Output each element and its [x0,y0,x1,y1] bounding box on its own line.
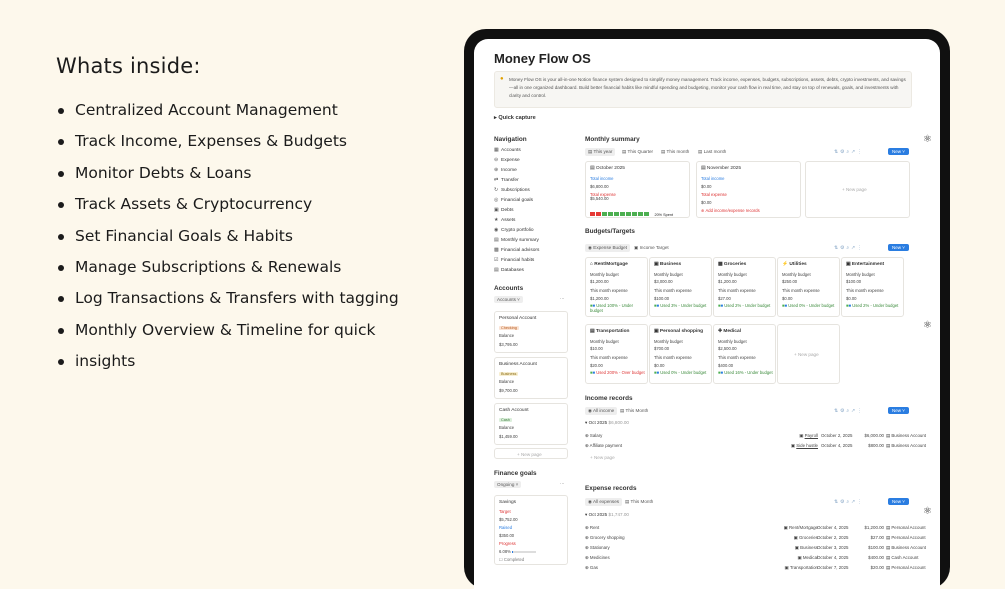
nav-accounts[interactable]: ▦ Accounts [494,148,521,153]
feature-item-continued: insights [56,346,436,377]
callout-text: Money Flow OS is your all-in-one Notion finance system designed to simplify money management. Track income, expenses, budgets, subscriptions, assets, debts, crypto investments, and savings—all in one organized dashboard. Build better financial habits like mindful spending and budgeting, monitor your cash flow in real time, and stay on top of renewals, goals, and investments with clarity and control. [509,77,906,98]
record-category: ▣ Business [794,545,818,550]
accounts-view-tab[interactable]: Accounts ˅ [494,296,523,303]
budget-label: Monthly budget [718,339,747,344]
record-amount: $20.00 [870,565,884,570]
new-budget-card[interactable]: + New page [777,324,840,384]
account-card[interactable] [494,403,568,445]
spent-label: This month expense [718,288,756,293]
budget-status: ■■ Used 2% - Under budget [846,303,899,308]
income-value: $0.00 [701,184,712,189]
goal-card[interactable] [494,495,568,565]
spent-value: $0.00 [846,296,857,301]
expense-group-toggle[interactable]: ▾ Oct 2025 $1,747.00 [585,512,629,517]
spent-value: $1,200.00 [590,296,609,301]
month-card[interactable] [585,161,690,218]
add-records-link[interactable]: ⊕ Add income/expense records [701,208,760,213]
transfer-icon: ⇄ [494,178,499,183]
budget-status: ■■ Used 2% - Under budget [718,303,771,308]
account-card[interactable] [494,357,568,399]
budget-value: $250.00 [782,279,798,284]
tab-this-month[interactable]: ▤ This month [661,149,690,154]
budget-card[interactable] [777,257,840,317]
budget-card[interactable] [841,257,904,317]
balance-label: Balance [499,333,515,338]
target-label: Target [499,509,511,514]
record-date: October 4, 2025 [817,555,849,560]
features-panel [56,54,436,378]
nav-subscriptions[interactable]: ↻ Subscriptions [494,188,530,193]
income-label: Total income [590,176,614,181]
new-expense-button[interactable]: New ˅ [888,498,909,505]
expense-value: $0.00 [701,200,712,205]
budget-status: ■■ Used 0% - Under budget [782,303,835,308]
spent-value: $20.00 [590,363,603,368]
mascot-sticker: ⚛ [923,134,932,145]
record-amount: $6,000.00 [864,433,884,438]
budget-label: Monthly budget [718,272,747,277]
raised-value: $350.00 [499,533,515,538]
nav-assets[interactable]: ★ Assets [494,218,516,223]
minus-circle-icon: ⊖ [494,158,499,163]
briefcase-icon: ▣ [654,262,659,267]
goals-filter-tab[interactable]: Ongoing ˅ [494,481,521,488]
navigation-heading: Navigation [494,136,527,143]
expense-label: Total expense [701,192,727,197]
income-group-toggle[interactable]: ▾ Oct 2025 $6,800.00 [585,420,629,425]
budget-value: $1,200.00 [590,279,609,284]
budget-value: $1,200.00 [718,279,737,284]
database-icon: ▤ [494,268,499,273]
budget-value: $700.00 [654,346,670,351]
features-list [56,95,436,378]
month-name: ▤ October 2025 [590,166,625,171]
target-value: $5,752.00 [499,517,518,522]
accounts-heading: Accounts [494,285,524,292]
record-category: ▣ Payroll [799,433,818,438]
feature-item: Monthly Overview & Timeline for quick [56,315,436,346]
balance-value: $3,795.00 [499,342,518,347]
star-icon: ★ [494,218,499,223]
new-income-button[interactable]: New ˅ [888,407,909,414]
spent-value: $400.00 [718,363,734,368]
budget-card[interactable] [713,324,776,384]
income-value: $6,800.00 [590,184,609,189]
progress-label: Progress [499,541,516,546]
card-icon: ▣ [494,208,499,213]
nav-expense[interactable]: ⊖ Expense [494,158,520,163]
nav-databases[interactable]: ▤ Databases [494,268,524,273]
tab-all-income[interactable]: ◉ All income [585,407,617,415]
spent-label: This month expense [846,288,884,293]
spent-label: This month expense [782,288,820,293]
nav-financial-habits[interactable]: ☑ Financial habits [494,258,535,263]
income-records-heading: Income records [585,395,633,402]
quick-capture-toggle[interactable]: ▸ Quick capture [494,115,536,121]
spent-label: This month expense [654,355,692,360]
account-card[interactable] [494,311,568,353]
nav-crypto-portfolio[interactable]: ◉ Crypto portfolio [494,228,534,233]
record-amount: $1,200.00 [864,525,884,530]
net-value: $5,540.00 [590,196,609,201]
coin-icon: ◉ [494,228,499,233]
record-account: ▤ Business Account [886,545,927,550]
minus-circle-icon: ⊕ [585,525,589,530]
record-account: ▤ Business Account [886,433,927,438]
intro-callout [494,71,912,108]
budget-status: ■■ Used 200% - Over budget [590,370,645,375]
budget-card[interactable] [649,257,712,317]
tab-all-expenses[interactable]: ◉ All expenses [585,498,622,506]
budget-status: ■■ Used 100% - Under budget [590,303,634,313]
record-name: ⊕ Affiliate payment [585,443,623,448]
record-account: ▤ Cash Account [886,555,919,560]
new-account-button[interactable]: + New page [494,448,568,459]
tab-this-quarter[interactable]: ▤ This Quarter [622,149,654,154]
balance-label: Balance [499,379,515,384]
new-summary-button[interactable]: New ˅ [888,148,909,155]
record-name: ⊕ Gas [585,565,598,570]
record-date: October 4, 2025 [821,443,853,448]
budget-value: $2,500.00 [718,346,737,351]
budget-label: Monthly budget [846,272,875,277]
feature-item: Centralized Account Management [56,95,436,126]
record-name: ⊕ Salary [585,433,603,438]
film-icon: ▣ [846,262,851,267]
tab-expense-this-month[interactable]: ▤ This Month [625,499,654,504]
notion-page [474,39,940,589]
tab-last-month[interactable]: ▤ Last month [698,149,727,154]
mascot-sticker: ⚛ [923,506,932,517]
record-date: October 7, 2025 [817,565,849,570]
spent-value: $27.00 [718,296,731,301]
budgets-heading: Budgets/Targets [585,228,635,235]
new-summary-card[interactable]: + New page [805,161,910,218]
minus-circle-icon: ⊕ [585,545,589,550]
plus-circle-icon: ⊕ [585,443,589,448]
completed-checkbox[interactable]: ☐ Completed [499,557,525,562]
tab-income-this-month[interactable]: ▤ This Month [620,408,649,413]
budget-card[interactable] [713,257,776,317]
record-name: ⊕ Stationary [585,545,610,550]
account-name: Cash Account [499,408,529,413]
feature-item: Track Assets & Cryptocurrency [56,189,436,220]
quick-capture-label: Quick capture [498,115,536,121]
nav-transfer[interactable]: ⇄ Transfer [494,178,519,183]
minus-circle-icon: ⊕ [585,565,589,570]
record-date: October 2, 2025 [817,535,849,540]
record-category: ▣ Medical [797,555,818,560]
view-controls[interactable]: ⇅⚙⌕↗⋮ [834,409,864,414]
spent-bar: 20% Spent [590,203,673,221]
tab-income-target[interactable]: ▣ Income Target [634,245,669,250]
budget-name: ▤ Transportation [590,329,630,334]
record-category: ▣ Transportation [784,565,818,570]
medical-icon: ✚ [718,329,723,334]
plus-circle-icon: ⊕ [585,433,589,438]
record-name: ⊕ Medicines [585,555,610,560]
account-type-tag: Business [501,372,517,376]
budget-value: $100.00 [846,279,862,284]
more-icon[interactable]: ··· [560,481,565,486]
feature-item: Set Financial Goals & Habits [56,221,436,252]
monthly-summary-heading: Monthly summary [585,136,640,143]
spent-value: $0.00 [782,296,793,301]
month-card[interactable] [696,161,801,218]
budget-status: ■■ Used 3% - Under budget [654,303,707,308]
bag-icon: ▣ [654,329,659,334]
raised-label: Raised [499,525,513,530]
budget-card[interactable] [649,324,712,384]
budget-name: ▣ Entertainment [846,262,885,267]
record-amount: $400.00 [868,555,884,560]
record-account: ▤ Personal Account [886,535,926,540]
record-category: ▣ Rent/Mortgage [783,525,818,530]
feature-item: Manage Subscriptions & Renewals [56,252,436,283]
view-controls[interactable]: ⇅⚙⌕↗⋮ [834,246,864,251]
record-account: ▤ Business Account [886,443,927,448]
feature-item: Log Transactions & Transfers with tagging [56,283,436,314]
balance-value: $9,700.00 [499,388,518,393]
minus-circle-icon: ⊕ [585,535,589,540]
budget-card[interactable] [585,324,648,384]
balance-label: Balance [499,425,515,430]
more-icon[interactable]: ··· [560,296,565,301]
progress-row: 6.08% [499,549,536,554]
account-type-tag: Checking [501,326,517,330]
spent-value: $0.00 [654,363,665,368]
budget-label: Monthly budget [590,339,619,344]
home-icon: ⌂ [590,262,593,267]
budget-label: Monthly budget [654,272,683,277]
budget-status: ■■ Used 0% - Under budget [654,370,707,375]
nav-financial-advisors[interactable]: ▩ Financial advisors [494,248,540,253]
record-amount: $100.00 [868,545,884,550]
nav-income[interactable]: ⊕ Income [494,168,517,173]
mascot-sticker: ⚛ [923,320,932,331]
feature-item: Monitor Debts & Loans [56,158,436,189]
habit-icon: ☑ [494,258,499,263]
plus-circle-icon: ⊕ [494,168,499,173]
budget-label: Monthly budget [654,339,683,344]
budget-name: ⌂ Rent/Mortgage [590,262,628,267]
spent-label: This month expense [654,288,692,293]
budget-name: ⚡ Utilities [782,262,807,267]
new-budget-button[interactable]: New ˅ [888,244,909,251]
budget-name: ✚ Medical [718,329,741,334]
tab-this-year[interactable]: ▤ This year [585,148,615,156]
record-name: ⊕ Rent [585,525,600,530]
budget-card[interactable] [585,257,648,317]
wallet-icon: ▦ [494,148,499,153]
record-name: ⊕ Grocery shopping [585,535,625,540]
balance-value: $1,459.00 [499,434,518,439]
goal-name: Savings [499,500,517,505]
new-income-row[interactable]: + New page [590,455,615,460]
view-controls[interactable]: ⇅⚙⌕↗⋮ [834,500,864,505]
tablet-frame [464,29,950,589]
record-date: October 3, 2025 [817,545,849,550]
budget-value: $10.00 [590,346,603,351]
goals-heading: Finance goals [494,470,537,477]
budget-name: ▣ Business [654,262,682,267]
calendar-icon: ▤ [494,238,499,243]
account-name: Personal Account [499,316,537,321]
cart-icon: ▩ [718,262,723,267]
view-controls[interactable]: ⇅⚙⌕↗⋮ [834,150,864,155]
record-account: ▤ Personal Account [886,565,926,570]
income-label: Total income [701,176,725,181]
account-type-tag: Cash [501,418,510,422]
chart-icon: ▩ [494,248,499,253]
nav-debts[interactable]: ▣ Debts [494,208,514,213]
budget-name: ▩ Groceries [718,262,747,267]
bolt-icon: ⚡ [782,262,788,267]
target-icon: ◎ [494,198,499,203]
repeat-icon: ↻ [494,188,499,193]
budget-label: Monthly budget [782,272,811,277]
expense-label: Total expense [590,192,616,197]
spent-label: This month expense [590,288,628,293]
budget-value: $3,000.00 [654,279,673,284]
budget-name: ▣ Personal shopping [654,329,704,334]
budget-label: Monthly budget [590,272,619,277]
lightbulb-icon: ● [500,76,504,82]
feature-item: Track Income, Expenses & Budgets [56,126,436,157]
budget-status: ■■ Used 16% - Under budget [718,370,773,375]
nav-financial-goals[interactable]: ◎ Financial goals [494,198,533,203]
record-date: October 4, 2025 [817,525,849,530]
tab-expense-budget[interactable]: ◉ Expense Budget [585,244,630,252]
spent-label: This month expense [590,355,628,360]
features-heading: Whats inside: [56,54,201,78]
record-amount: $800.00 [868,443,884,448]
nav-monthly-summary[interactable]: ▤ Monthly summary [494,238,539,243]
record-category: ▣ Groceries [793,535,818,540]
account-name: Business Account [499,362,537,367]
record-account: ▤ Personal Account [886,525,926,530]
spent-value: $100.00 [654,296,670,301]
expense-records-heading: Expense records [585,485,637,492]
bus-icon: ▤ [590,329,595,334]
spent-label: This month expense [718,355,756,360]
record-amount: $27.00 [870,535,884,540]
record-category: ▣ Side hustle [790,443,818,448]
page-title: Money Flow OS [494,51,591,66]
record-date: October 2, 2025 [821,433,853,438]
minus-circle-icon: ⊕ [585,555,589,560]
month-name: ▤ November 2025 [701,166,742,171]
